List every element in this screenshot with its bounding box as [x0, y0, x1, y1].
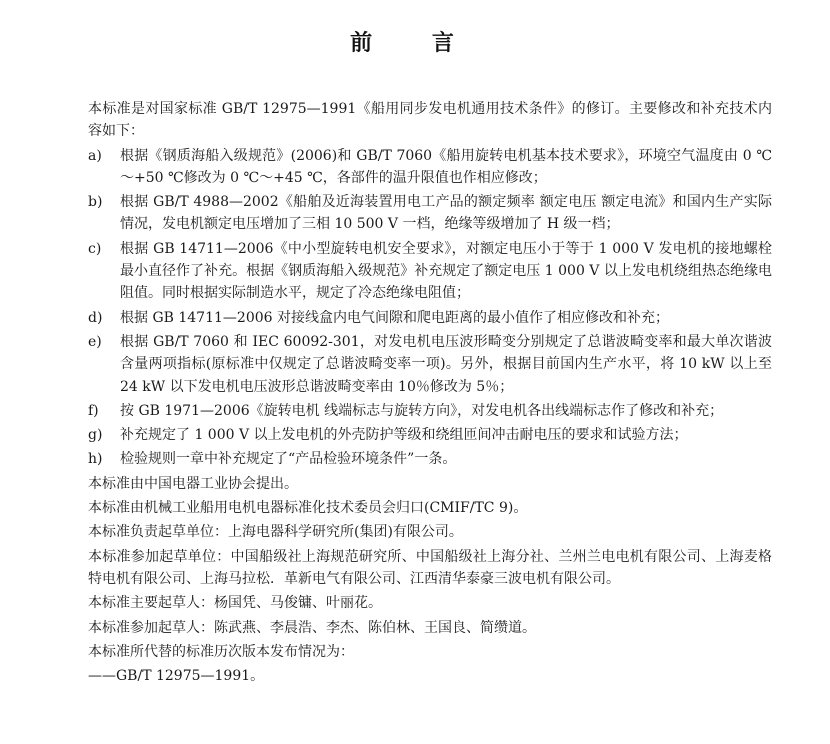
document-body [88, 98, 772, 687]
list-item-text: 根据 GB 14711—2006 对接线盒内电气间隙和爬电距离的最小值作了相应修改和补充； [120, 309, 669, 326]
participating-drafters-paragraph: 本标准参加起草单位：中国船级社上海规范研究所、中国船级社上海分社、兰州兰电电机有限公司、上海麦格特电机有限公司、上海马拉松．革新电气有限公司、江西清华泰豪三波电机有限公司。 [88, 548, 772, 587]
list-item [88, 424, 772, 446]
list-marker: h) [88, 451, 103, 468]
list-item [88, 191, 772, 236]
list-item-text: 根据 GB/T 7060 和 IEC 60092-301，对发电机电压波形畸变分别规定了总谐波畸变率和最大单次谐波含量两项指标(原标准中仅规定了总谐波畸变率一项)。另外，根据目前国内生产水平，将 10 kW 以上至 24 kW 以下发电机电压波形总谐波畸变率由 10％修改为 5％； [120, 333, 772, 395]
list-item [88, 307, 772, 329]
list-marker: e) [88, 333, 102, 350]
list-marker: f) [88, 402, 99, 419]
participating-authors-paragraph: 本标准参加起草人：陈武燕、李晨浩、李杰、陈伯林、王国良、简缵道。 [88, 619, 536, 636]
history-heading-paragraph: 本标准所代替的标准历次版本发布情况为： [88, 643, 354, 660]
history-item: ——GB/T 12975—1991。 [88, 668, 265, 685]
list-item-text: 根据《钢质海船入级规范》(2006)和 GB/T 7060《船用旋转电机基本技术要求》，环境空气温度由 0 ℃～+50 ℃修改为 0 ℃～+45 ℃，各部件的温升限值也作相应修改； [120, 147, 772, 186]
page-title: 前 言 [350, 31, 480, 56]
list-item-text: 补充规定了 1 000 V 以上发电机的外壳防护等级和绕组匝间冲击耐电压的要求和试验方法； [120, 427, 688, 444]
list-item-text: 根据 GB 14711—2006《中小型旋转电机安全要求》，对额定电压小于等于 1 000 V 发电机的接地螺栓最小直径作了补充。根据《钢质海船入级规范》补充规定了额定电压 1 000 V 以上发电机绕组热态绝缘电阻值。同时根据实际制造水平，规定了冷态绝缘电阻值； [120, 240, 772, 302]
list-item [88, 400, 772, 422]
list-item [88, 145, 772, 190]
intro-paragraph: 本标准是对国家标准 GB/T 12975—1991《船用同步发电机通用技术条件》的修订。主要修改和补充技术内容如下： [88, 101, 772, 140]
list-item-text: 检验规则一章中补充规定了“产品检验环境条件”一条。 [120, 451, 457, 468]
list-marker: d) [88, 309, 103, 326]
list-item [88, 331, 772, 398]
list-item [88, 448, 772, 470]
list-marker: a) [88, 147, 102, 164]
list-item-text: 根据 GB/T 4988—2002《船舶及近海装置用电工产品的额定频率 额定电压 额定电流》和国内生产实际情况，发电机额定电压增加了三相 10 500 V 一档，绝缘等级增加了 H 级一档； [120, 194, 772, 233]
lead-drafter-paragraph: 本标准负责起草单位：上海电器科学研究所(集团)有限公司。 [88, 524, 463, 541]
list-item-text: 按 GB 1971—2006《旋转电机 线端标志与旋转方向》，对发电机各出线端标志作了修改和补充； [120, 402, 724, 419]
proposer-paragraph: 本标准由中国电器工业协会提出。 [88, 475, 298, 492]
main-authors-paragraph: 本标准主要起草人：杨国凭、马俊镛、叶丽花。 [88, 595, 382, 612]
list-marker: c) [88, 240, 102, 257]
list-marker: b) [88, 194, 103, 211]
list-item [88, 238, 772, 305]
list-marker: g) [88, 427, 103, 444]
committee-paragraph: 本标准由机械工业船用电机电器标准化技术委员会归口(CMIF/TC 9)。 [88, 500, 528, 517]
